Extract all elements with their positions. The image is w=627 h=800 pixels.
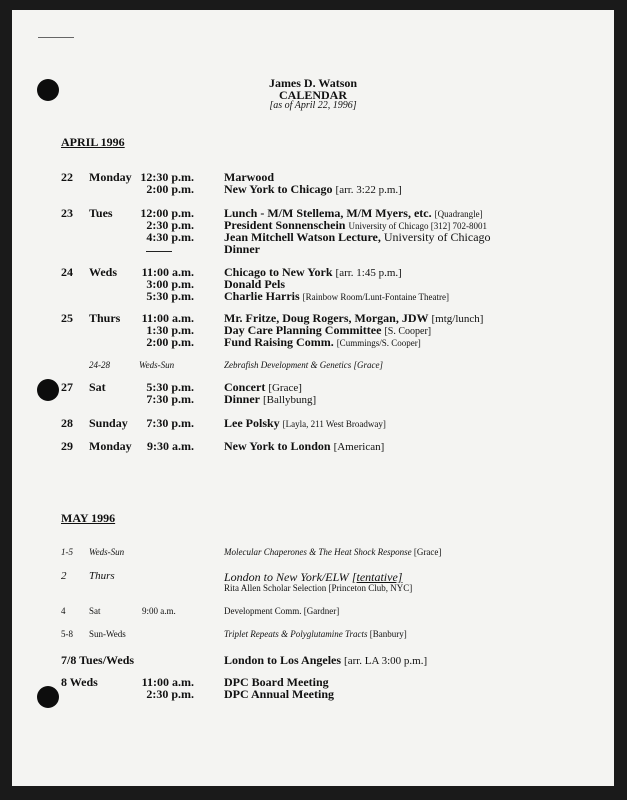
punch-hole: [37, 379, 59, 401]
day: Thurs: [89, 311, 121, 325]
punch-hole: [37, 79, 59, 101]
date: 23: [61, 206, 73, 220]
event: Marwood: [224, 170, 274, 184]
time: 2:30 p.m.: [146, 687, 194, 701]
date: 5-8: [61, 629, 73, 639]
time: 12:30 p.m.: [140, 170, 194, 184]
time: 7:30 p.m.: [146, 416, 194, 430]
date: 2: [61, 570, 67, 582]
day: Sunday: [89, 416, 128, 430]
time: 1:30 p.m.: [146, 323, 194, 337]
date: 22: [61, 170, 73, 184]
event: Molecular Chaperones & The Heat Shock Response [Grace]: [224, 547, 442, 557]
time: 5:30 p.m.: [146, 380, 194, 394]
punch-hole: [37, 686, 59, 708]
event: London to Los Angeles [arr. LA 3:00 p.m.]: [224, 653, 428, 667]
time: 9:30 a.m.: [147, 439, 194, 453]
day: Weds-Sun: [139, 360, 175, 370]
date-day: 8 Weds: [61, 675, 98, 689]
event: Rita Allen Scholar Selection [Princeton Club, NYC]: [224, 583, 413, 593]
date: 27: [61, 380, 73, 394]
date: 28: [61, 416, 73, 430]
time: 9:00 a.m.: [142, 606, 176, 616]
header-name: James D. Watson: [268, 76, 358, 90]
day: Sun-Weds: [89, 629, 126, 639]
event: Jean Mitchell Watson Lecture, University of Chicago: [224, 230, 491, 244]
event: Fund Raising Comm. [Cummings/S. Cooper]: [224, 335, 421, 349]
day: Monday: [89, 439, 132, 453]
time: 2:30 p.m.: [146, 218, 194, 232]
event: Dinner: [224, 242, 260, 256]
event: Day Care Planning Committee [S. Cooper]: [224, 323, 432, 337]
day: Monday: [89, 170, 132, 184]
event: Charlie Harris [Rainbow Room/Lunt-Fontaine Theatre]: [224, 289, 449, 303]
date: 29: [61, 439, 73, 453]
event: Donald Pels: [224, 277, 286, 291]
event: Triplet Repeats & Polyglutamine Tracts [Banbury]: [224, 629, 407, 639]
date: 24-28: [89, 360, 110, 370]
event: New York to London [American]: [224, 439, 385, 453]
event: Concert [Grace]: [224, 380, 302, 394]
date-day: 7/8 Tues/Weds: [61, 653, 135, 667]
time: 11:00 a.m.: [141, 265, 194, 279]
event: Development Comm. [Gardner]: [224, 606, 340, 616]
date: 24: [61, 265, 73, 279]
may-heading: MAY 1996: [61, 511, 116, 525]
april-heading: APRIL 1996: [61, 135, 125, 149]
time: 2:00 p.m.: [146, 335, 194, 349]
time: 3:00 p.m.: [146, 277, 194, 291]
time: 11:00 a.m.: [141, 675, 194, 689]
header-title: CALENDAR: [278, 88, 347, 102]
event: President Sonnenschein University of Chicago [312] 702-8001: [224, 218, 487, 232]
time: 11:00 a.m.: [141, 311, 194, 325]
event: Dinner [Ballybung]: [224, 392, 317, 406]
time: 2:00 p.m.: [146, 182, 194, 196]
time: 12:00 p.m.: [140, 206, 194, 220]
time: 7:30 p.m.: [146, 392, 194, 406]
event: DPC Board Meeting: [224, 675, 329, 689]
time: 4:30 p.m.: [146, 230, 194, 244]
header-asof: [as of April 22, 1996]: [269, 100, 357, 111]
event: Lunch - M/M Stellema, M/M Myers, etc. [Quadrangle]: [224, 206, 483, 220]
day: Thurs: [89, 570, 115, 582]
page-mark: [38, 37, 74, 38]
event: Mr. Fritze, Doug Rogers, Morgan, JDW [mtg/lunch]: [224, 311, 484, 325]
day: Sat: [89, 606, 101, 616]
day: Tues: [89, 206, 113, 220]
day: Weds: [89, 265, 118, 279]
day: Weds-Sun: [89, 547, 125, 557]
date: 4: [61, 606, 66, 616]
date: 25: [61, 311, 73, 325]
time: 5:30 p.m.: [146, 289, 194, 303]
day: Sat: [89, 380, 106, 394]
event: DPC Annual Meeting: [224, 687, 335, 701]
dash-line: [146, 251, 172, 252]
event: New York to Chicago [arr. 3:22 p.m.]: [224, 182, 402, 196]
event: London to New York/ELW [tentative]: [224, 570, 403, 584]
event: Chicago to New York [arr. 1:45 p.m.]: [224, 265, 402, 279]
event: Zebrafish Development & Genetics [Grace]: [224, 360, 383, 370]
event: Lee Polsky [Layla, 211 West Broadway]: [224, 416, 386, 430]
date: 1-5: [61, 547, 73, 557]
